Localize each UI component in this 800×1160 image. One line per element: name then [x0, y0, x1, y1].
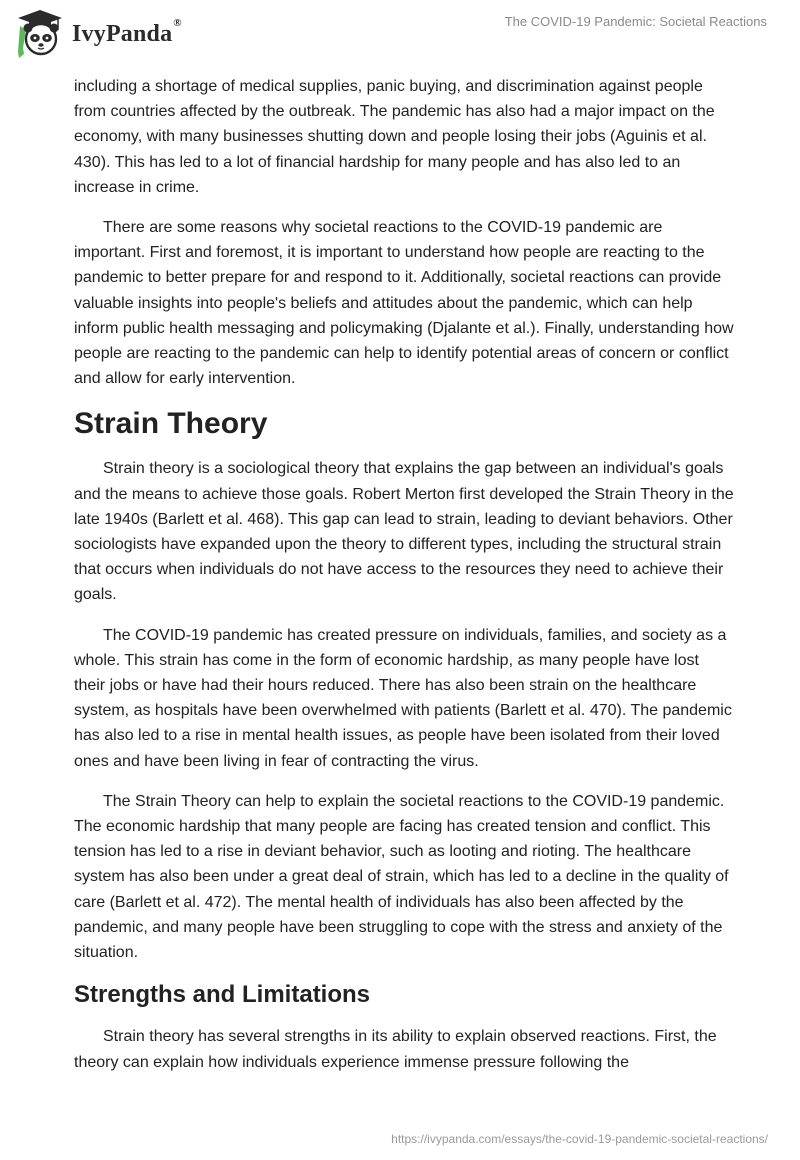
document-title: The COVID-19 Pandemic: Societal Reactions	[504, 14, 767, 29]
page-header	[0, 0, 800, 70]
paragraph-strain-definition: Strain theory is a sociological theory that explains the gap between an individual's goals and the means to achieve those goals. Robert Merton first developed the Strain Theory in the late 1940s (Barlett et al. 468). This gap can lead to strain, leading to deviant behaviors. Other sociologists have expanded upon the theory to different types, including the structural strain that occurs when individuals do not have access to the resources they need to achieve their goals.	[74, 460, 734, 604]
brand-logo[interactable]	[14, 8, 182, 60]
paragraph-strain-explains: The Strain Theory can help to explain the societal reactions to the COVID-19 pandemic. The economic hardship that many people are facing has created tension and conflict. This tension has led to a rise in deviant behavior, such as looting and rioting. The healthcare system has also been under a great deal of strain, which has led to a decline in the quality of care (Barlett et al. 472). The mental health of individuals has also been affected by the pandemic, and many people have been struggling to cope with the stress and anxiety of the situation.	[74, 792, 729, 962]
heading-strain-theory: Strain Theory	[74, 407, 268, 441]
paragraph-pandemic-pressure: The COVID-19 pandemic has created pressure on individuals, families, and society as a whole. This strain has come in the form of economic hardship, as many people have lost their jobs or have had their hours reduced. There has also been strain on the healthcare system, as hospitals have been overwhelmed with patients (Barlett et al. 470). The pandemic has also led to a rise in mental health issues, as people have been isolated from their loved ones and have been living in fear of contracting the virus.	[74, 626, 732, 770]
essay-body	[74, 74, 734, 1090]
paragraph-importance: There are some reasons why societal reactions to the COVID-19 pandemic are important. First and foremost, it is important to understand how people are reacting to the pandemic to better prepare for and respond to it. Additionally, societal reactions can provide valuable insights into people's beliefs and attitudes about the pandemic, which can help inform public health messaging and policymaking (Djalante et al.). Finally, understanding how people are reacting to the pandemic can help to identify potential areas of concern or conflict and allow for early intervention.	[74, 219, 734, 388]
source-url[interactable]: https://ivypanda.com/essays/the-covid-19-pandemic-societal-reactions/	[391, 1132, 768, 1146]
paragraph-strengths: Strain theory has several strengths in its ability to explain observed reactions. First, the theory can explain how individuals experience immense pressure following the	[74, 1028, 717, 1071]
heading-strengths-limitations: Strengths and Limitations	[74, 981, 371, 1009]
brand-name: IvyPanda®	[72, 16, 182, 47]
panda-graduate-icon	[14, 8, 66, 60]
paragraph-intro-continued: including a shortage of medical supplies, panic buying, and discrimination against people from countries affected by the outbreak. The pandemic has also had a major impact on the economy, with many businesses shutting down and people losing their jobs (Aguinis et al. 430). This has led to a lot of financial hardship for many people and has also led to an increase in crime.	[74, 78, 715, 196]
